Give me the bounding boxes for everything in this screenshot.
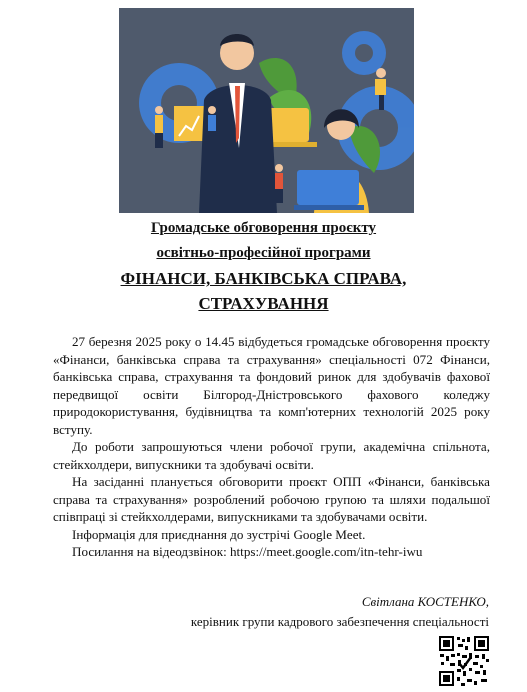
qr-code-icon: [438, 635, 490, 687]
paragraph-meet-link: Посилання на відеодзвінок: https://meet.google.com/itn-tehr-iwu: [72, 544, 423, 559]
announcement-body: [53, 333, 490, 561]
heading-line-1: Громадське обговорення проєкту: [150, 220, 377, 236]
paragraph-meet-info: Інформація для приєднання до зустрічі Google Meet.: [72, 526, 366, 542]
heading-line-2: освітньо-професійної програми: [156, 245, 371, 261]
signature-role: керівник групи кадрового забезпечення спеціальності: [190, 614, 489, 629]
paragraph-agenda: На засіданні планується обговорити проєкт ОПП «Фінанси, банківська справа та страхування» розроблений робочою групою та шляхи подальшої співпраці зі стейкхолдерами, випускниками та здобувачами освіти.: [53, 474, 490, 524]
header-illustration: [119, 8, 414, 213]
heading-line-3: ФІНАНСИ, БАНКІВСЬКА СПРАВА,: [120, 269, 407, 288]
signature-name: Світлана КОСТЕНКО,: [361, 594, 489, 609]
heading-line-4: СТРАХУВАННЯ: [198, 294, 329, 313]
paragraph-invitation: До роботи запрошуються члени робочої групи, академічна спільнота, стейкхолдери, випускники та здобувачі освіти.: [53, 439, 490, 472]
paragraph-event: 27 березня 2025 року о 14.45 відбудеться громадське обговорення проєкту «Фінанси, банківська справа та страхування» спеціальності 072 Фінанси, банківська справа, страхування та фондовий ринок для здобувачів фахової передвищої освіти Білгород-Дністровського фахового коледжу природокористування, будівництва та комп'ютерних технологій 2025 року вступу.: [53, 334, 490, 437]
